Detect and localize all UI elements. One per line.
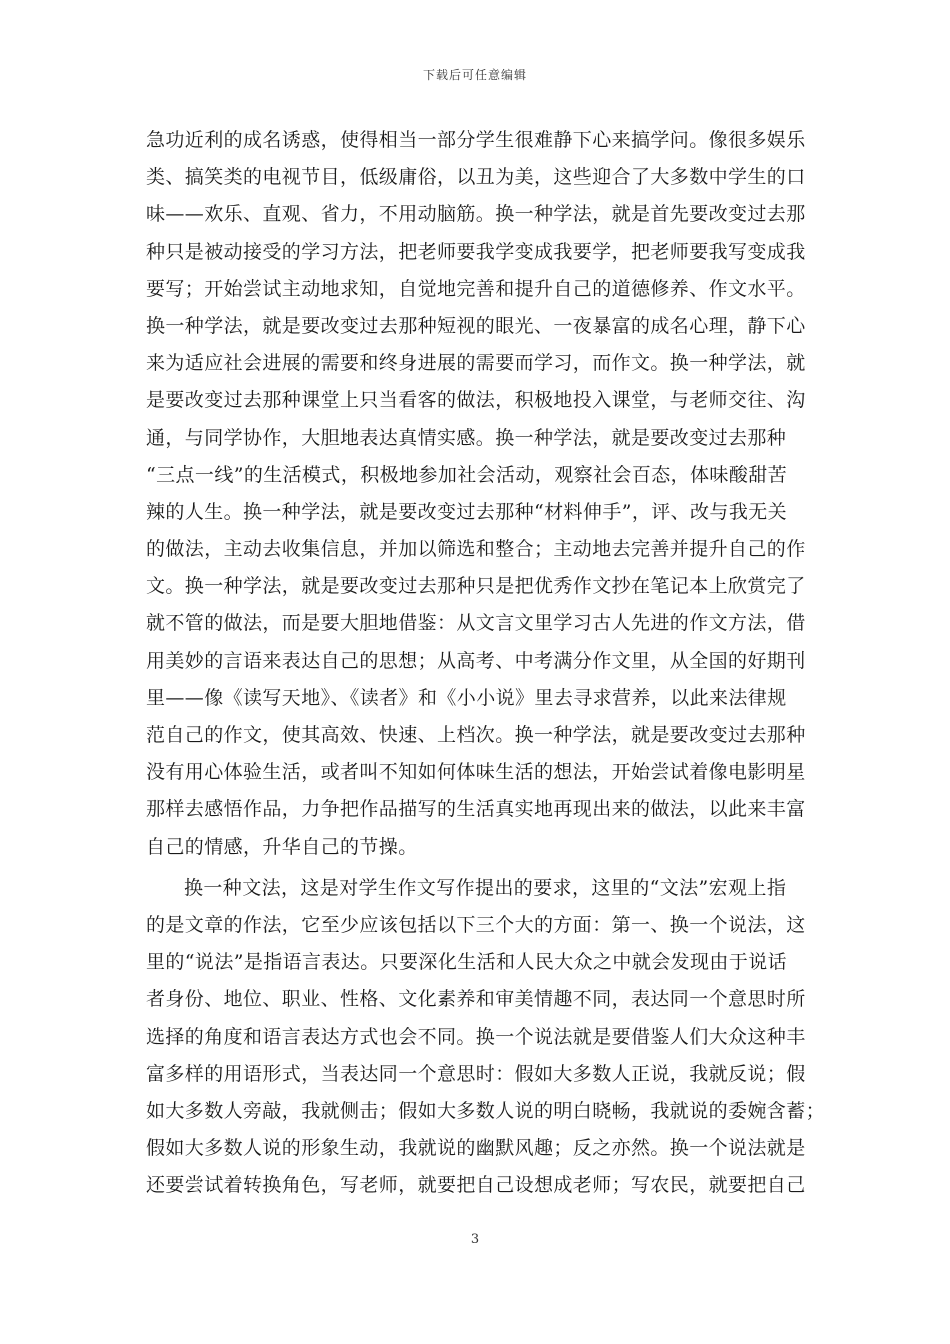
text-line: 的做法，主动去收集信息，并加以筛选和整合；主动地去完善并提升自己的作 — [146, 538, 806, 561]
text-line: 选择的角度和语言表达方式也会不同。换一个说法就是要借鉴人们大众这种丰 — [146, 1025, 806, 1048]
text-line: 里的“说法”是指语言表达。只要深化生活和人民大众之中就会发现由于说话 — [146, 951, 788, 974]
text-line: 来为适应社会进展的需要和终身进展的需要而学习，而作文。换一种学法，就 — [146, 352, 806, 375]
text-line: 富多样的用语形式，当表达同一个意思时：假如大多数人正说，我就反说；假 — [146, 1062, 806, 1085]
text-line: 辣的人生。换一种学法，就是要改变过去那种“材料伸手”，评、改与我无关 — [146, 500, 788, 523]
text-line: 者身份、地位、职业、性格、文化素养和审美情趣不同，表达同一个意思时所 — [146, 988, 806, 1011]
text-line: 如大多数人旁敲，我就侧击；假如大多数人说的明白晓畅，我就说的委婉含蓄； — [146, 1099, 826, 1122]
text-line: 就不管的做法，而是要大胆地借鉴：从文言文里学习古人先进的作文方法，借 — [146, 612, 806, 635]
text-line: 味——欢乐、直观、省力，不用动脑筋。换一种学法，就是首先要改变过去那 — [146, 203, 806, 226]
text-line: 要写；开始尝试主动地求知，自觉地完善和提升自己的道德修养、作文水平。 — [146, 277, 806, 300]
text-line: 类、搞笑类的电视节目，低级庸俗，以丑为美，这些迎合了大多数中学生的口 — [146, 166, 806, 189]
text-line: 里——像《读写天地》、《读者》和《小小说》里去寻求营养，以此来法律规 — [146, 686, 787, 709]
text-line: 自己的情感，升华自己的节操。 — [146, 835, 418, 858]
text-line: “三点一线”的生活模式，积极地参加社会活动，观察社会百态，体味酸甜苦 — [146, 463, 788, 486]
text-line: 那样去感悟作品，力争把作品描写的生活真实地再现出来的做法，以此来丰富 — [146, 798, 806, 821]
text-line: 用美妙的言语来表达自己的思想；从高考、中考满分作文里，从全国的好期刊 — [146, 649, 806, 672]
page-header: 下载后可任意编辑 — [422, 68, 527, 82]
page-number: 3 — [470, 1232, 480, 1247]
text-line: 假如大多数人说的形象生动，我就说的幽默风趣；反之亦然。换一个说法就是 — [146, 1137, 806, 1160]
paragraph-1 — [146, 122, 810, 866]
text-line: 范自己的作文，使其高效、快速、上档次。换一种学法，就是要改变过去那种 — [146, 724, 806, 746]
text-line: 没有用心体验生活，或者叫不知如何体味生活的想法，开始尝试着像电影明星 — [146, 761, 806, 784]
text-line: 通，与同学协作，大胆地表达真情实感。换一种学法，就是要改变过去那种 — [146, 426, 787, 449]
paragraph-2 — [146, 870, 826, 1205]
text-line: 换一种学法，就是要改变过去那种短视的眼光、一夜暴富的成名心理，静下心 — [146, 314, 806, 337]
text-line: 种只是被动接受的学习方法，把老师要我学变成我要学，把老师要我写变成我 — [146, 240, 806, 263]
text-line: 的是文章的作法，它至少应该包括以下三个大的方面：第一、换一个说法，这 — [146, 913, 806, 936]
document-body — [146, 122, 826, 1204]
text-line-first-indented: 换一种文法，这是对学生作文写作提出的要求，这里的“文法”宏观上指 — [184, 876, 787, 899]
text-line: 急功近利的成名诱惑，使得相当一部分学生很难静下心来搞学问。像很多娱乐 — [146, 129, 806, 151]
text-line: 是要改变过去那种课堂上只当看客的做法，积极地投入课堂，与老师交往、沟 — [146, 389, 806, 412]
text-line: 文。换一种学法，就是要改变过去那种只是把优秀作文抄在笔记本上欣赏完了 — [146, 575, 806, 598]
text-line: 还要尝试着转换角色，写老师，就要把自己设想成老师；写农民，就要把自己 — [146, 1174, 806, 1197]
